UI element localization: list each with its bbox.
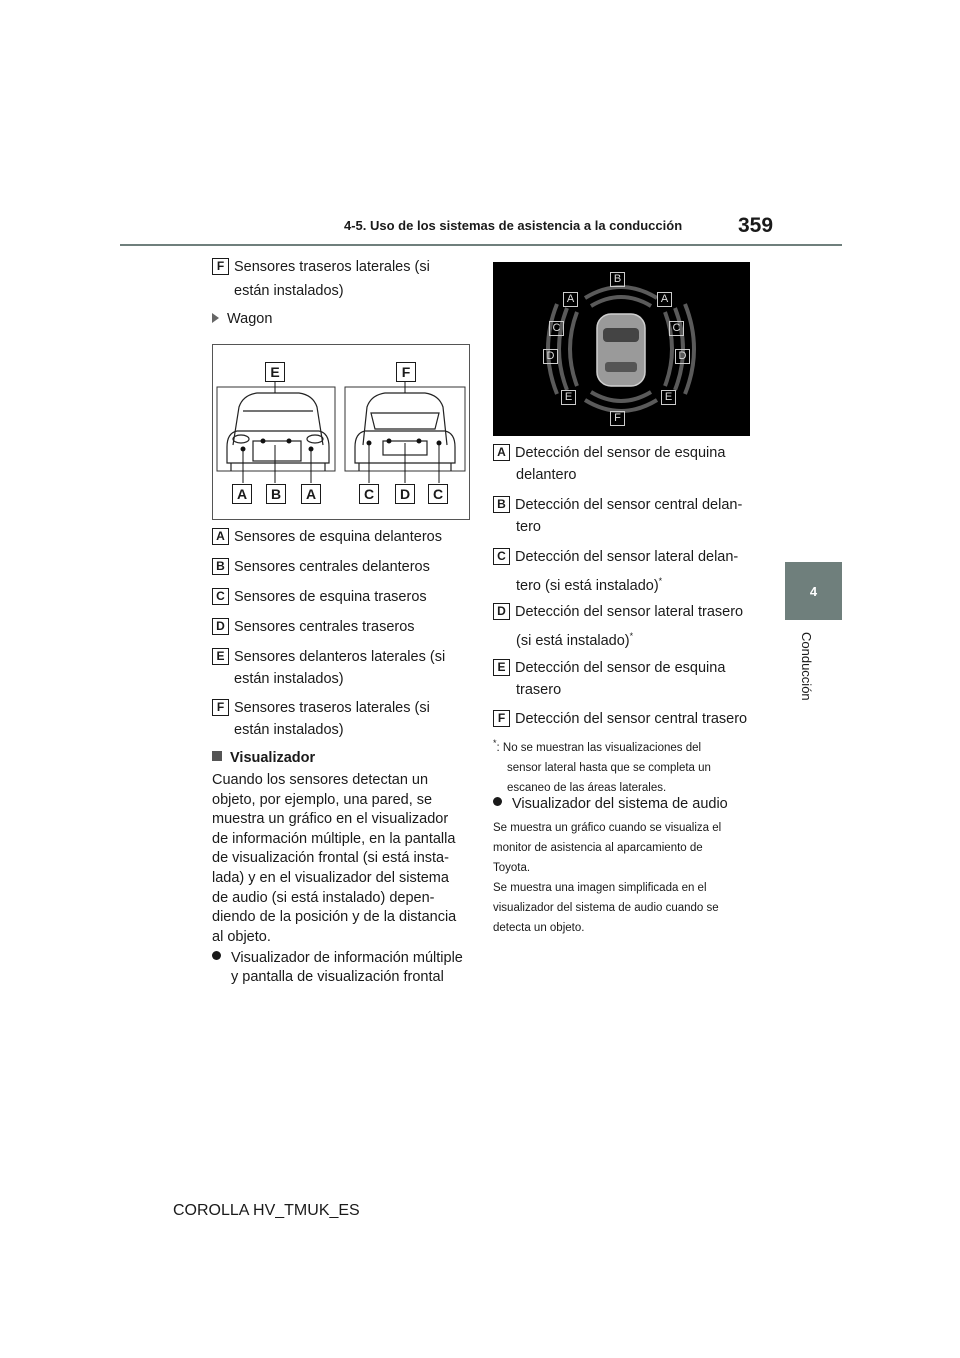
bullet-item: Visualizador del sistema de audio (493, 795, 728, 815)
list-item: D Detección del sensor lateral trasero (493, 601, 743, 623)
list-item: E Sensores delanteros laterales (si (212, 646, 445, 668)
list-item: C Sensores de esquina traseros (212, 586, 427, 608)
display-label-e: E (561, 388, 581, 406)
display-label-f: F (610, 409, 630, 427)
display-label-c: C (549, 319, 569, 337)
figure-label-a: A (301, 484, 326, 505)
bullet-item: Visualizador de información múltiple (212, 949, 463, 969)
list-item-continuation: tero (si está instalado)* (516, 576, 663, 594)
display-label-d: D (543, 347, 563, 365)
footer-model: COROLLA HV_TMUK_ES (173, 1202, 360, 1219)
label-box: F (212, 258, 229, 275)
header-rule (120, 244, 842, 246)
list-item: E Detección del sensor de esquina (493, 657, 725, 679)
audio-paragraph-1: Se muestra un gráfico cuando se visualiza el monitor de asistencia al aparcamiento de Toyota. (493, 822, 722, 874)
chapter-tab[interactable] (785, 562, 842, 620)
chapter-label: Conducción (799, 632, 814, 701)
bullet-item-continuation: y pantalla de visualización frontal (231, 969, 444, 985)
figure-label-c: C (428, 484, 453, 505)
list-item: F Sensores traseros laterales (si (212, 697, 430, 719)
list-item-continuation: trasero (516, 682, 562, 698)
list-item-continuation: están instalados) (234, 671, 344, 687)
figure-label-d: D (395, 484, 420, 505)
list-item-continuation: (si está instalado)* (516, 631, 634, 649)
display-label-a: A (563, 290, 583, 308)
triangle-bullet-icon (212, 313, 219, 323)
list-item: C Detección del sensor lateral delan- (493, 546, 738, 568)
display-label-d: D (675, 347, 695, 365)
figure-label-a: A (232, 484, 257, 505)
chapter-number: 4 (809, 583, 818, 599)
subsection-heading: Visualizador (212, 747, 315, 769)
round-bullet-icon (212, 951, 221, 960)
list-item-continuation: delantero (516, 467, 577, 483)
figure-label-f: F (396, 362, 421, 383)
round-bullet-icon (493, 797, 502, 806)
display-label-e: E (661, 388, 681, 406)
audio-paragraph-2: Se muestra una imagen simplificada en el visualizador del sistema de audio cuando se detecta un objeto. (493, 882, 719, 934)
list-item: B Detección del sensor central delan- (493, 494, 742, 516)
list-item-continuation: están instalados) (234, 283, 344, 299)
display-label-a: A (657, 290, 677, 308)
list-item: A Sensores de esquina delanteros (212, 526, 442, 548)
variant-heading: Wagon (212, 308, 272, 330)
square-bullet-icon (212, 751, 222, 761)
display-screen-figure (493, 262, 750, 436)
list-item-continuation: tero (516, 519, 541, 535)
display-label-b: B (610, 270, 630, 288)
list-item: F Detección del sensor central trasero (493, 708, 747, 730)
list-item-continuation: están instalados) (234, 722, 344, 738)
page-number: 359 (738, 214, 774, 237)
body-text: Cuando los sensores detectan un objeto, por ejemplo, una pared, se muestra un gráfico en el visualizador de información múltiple, en la pantalla de visualización frontal (si está insta- lada) y en el visualizador del sistema de audio (si está instalado) depen- diendo de la posición y de la distancia al objeto. (212, 772, 457, 945)
footnote: *: No se muestran las visualizaciones del sensor lateral hasta que se completa un escaneo de las áreas laterales. (493, 738, 711, 794)
list-item: A Detección del sensor de esquina (493, 442, 725, 464)
section-title: 4-5. Uso de los sistemas de asistencia a la conducción (344, 218, 683, 233)
display-label-c: C (669, 319, 689, 337)
wagon-sensor-figure (212, 344, 470, 520)
list-item: B Sensores centrales delanteros (212, 556, 430, 578)
list-item: F Sensores traseros laterales (si (212, 256, 430, 278)
front-car-icon (227, 393, 329, 471)
car-top-icon (597, 314, 645, 386)
figure-label-b: B (266, 484, 291, 505)
list-item: D Sensores centrales traseros (212, 616, 415, 638)
figure-label-c: C (359, 484, 384, 505)
figure-label-e: E (265, 362, 290, 383)
